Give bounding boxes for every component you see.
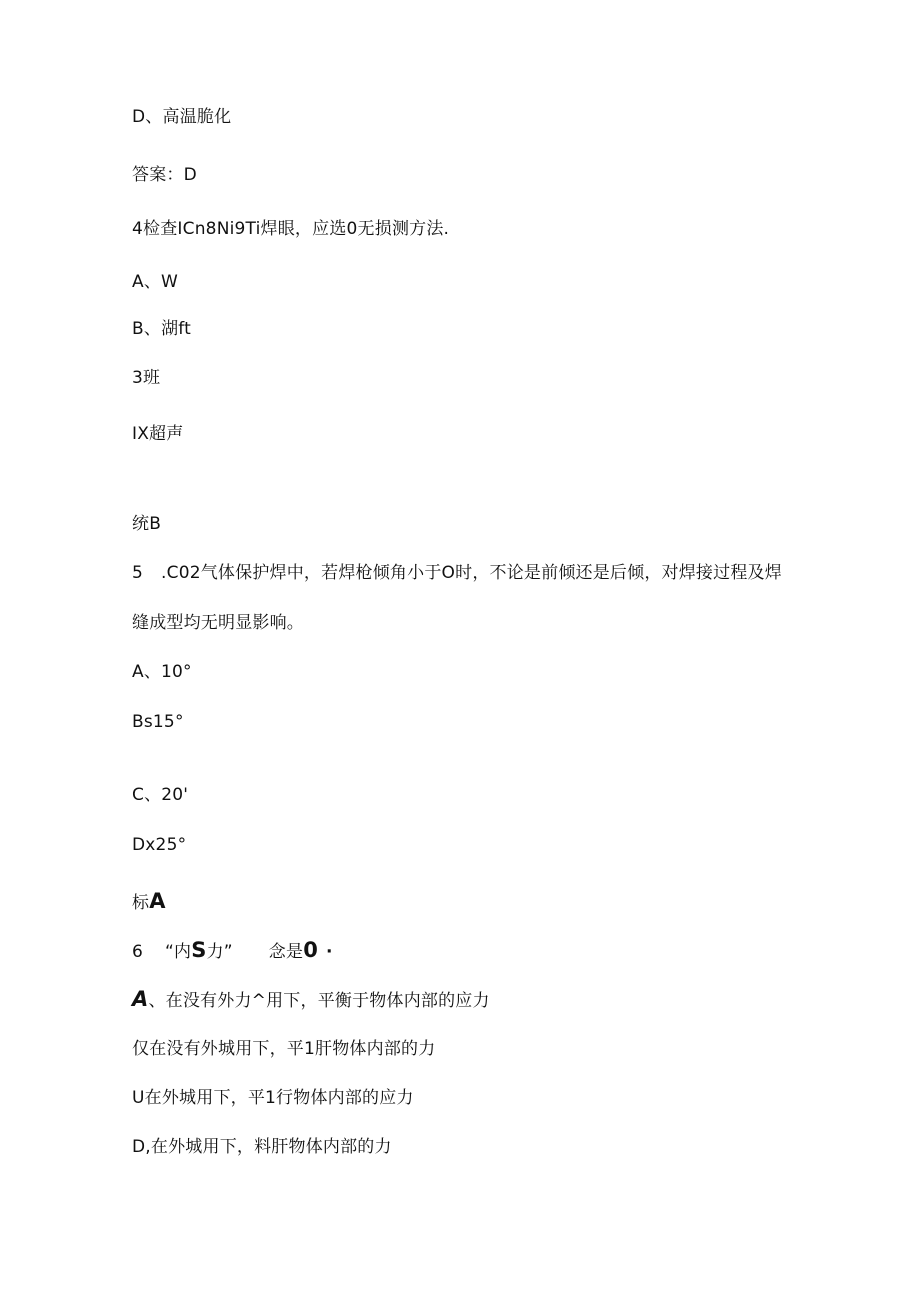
question-5-continued (132, 612, 304, 634)
answer-text: 答案：D (132, 165, 197, 185)
q5-option-d (132, 834, 186, 856)
q4-option-b (132, 318, 191, 340)
q5-answer-prefix: 标 (132, 893, 150, 913)
q4-option-a (132, 271, 178, 293)
question-6-part6: · (326, 942, 333, 962)
q5-option-d-text: Dx25° (132, 835, 187, 855)
question-4 (132, 218, 449, 240)
q4-option-c (132, 367, 160, 389)
q6-option-c (132, 1087, 414, 1109)
question-6-part3: 力” (206, 942, 233, 962)
question-6-part4: 念是 (268, 942, 304, 962)
q4-option-a-text: A、W (132, 272, 179, 292)
q5-answer (132, 890, 166, 914)
q6-option-a (132, 988, 490, 1012)
question-4-text: 4检查ICn8Ni9Ti焊眼，应选0无损测方法. (132, 219, 450, 239)
question-6 (132, 939, 333, 963)
question-6-part5: 0 (303, 938, 319, 962)
question-5-continued-text: 缝成型均无明显影响。 (132, 613, 304, 633)
q5-option-c (132, 784, 188, 806)
question-6-part1: “内 (165, 942, 192, 962)
q6-option-b (132, 1038, 435, 1060)
q6-option-d (132, 1136, 392, 1158)
q4-option-b-text: B、湖ft (132, 319, 192, 339)
question-6-number: 6 (132, 942, 144, 962)
q4-option-d (132, 423, 183, 445)
q4-answer (132, 513, 161, 535)
q6-option-c-text: U在外城用下，平1行物体内部的应力 (132, 1088, 414, 1108)
q5-option-c-text: C、20' (132, 785, 189, 805)
option-d-line (132, 106, 231, 128)
q5-option-a-text: A、10° (132, 662, 192, 682)
q5-option-b (132, 711, 184, 733)
q5-option-a (132, 661, 192, 683)
q6-option-a-letter: A (132, 987, 149, 1011)
answer-line (132, 164, 197, 186)
q6-option-d-text: D,在外城用下，料肝物体内部的力 (132, 1137, 392, 1157)
option-d-text: D、高温脆化 (132, 107, 232, 127)
question-6-part2: S (191, 938, 207, 962)
question-5-number: 5 (132, 563, 144, 583)
q4-option-d-text: IX超声 (132, 424, 184, 444)
question-5-text: .C02气体保护焊中，若焊枪倾角小于O时，不论是前倾还是后倾，对焊接过程及焊 (161, 563, 782, 583)
question-5 (132, 562, 782, 584)
q4-answer-text: 统B (132, 514, 162, 534)
q6-option-b-text: 仅在没有外城用下，平1肝物体内部的力 (132, 1039, 436, 1059)
q4-option-c-text: 3班 (132, 368, 161, 388)
q5-option-b-text: Bs15° (132, 712, 184, 732)
q6-option-a-text: 、在没有外力^用下，平衡于物体内部的应力 (148, 991, 490, 1011)
q5-answer-letter: A (149, 889, 166, 913)
